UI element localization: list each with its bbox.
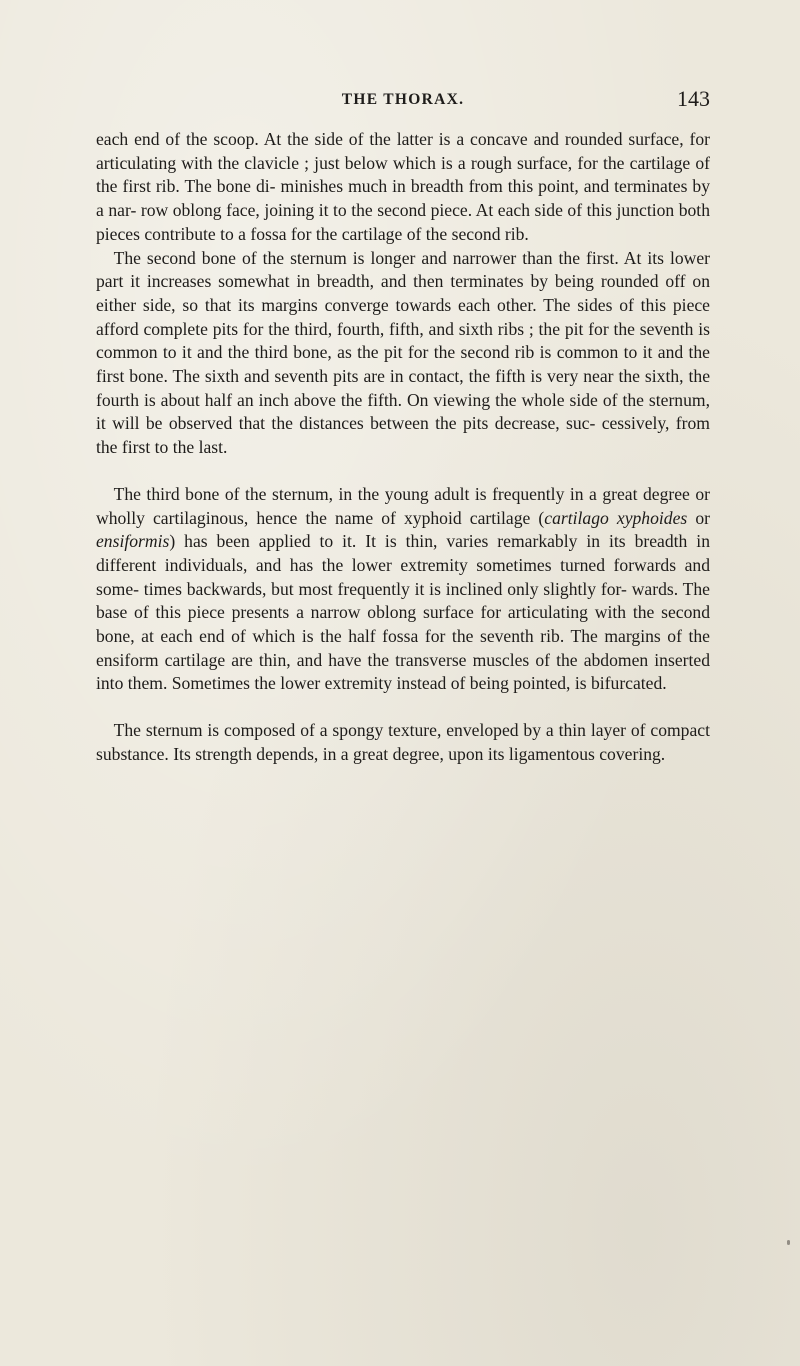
body-text <box>96 128 710 767</box>
paragraph-1: each end of the scoop. At the side of the latter is a concave and rounded surface, for articulating with the clavicle ; just below which is a rough surface, for the cartilage of the first rib. The bone di- minishes much in breadth from this point, and terminates by a nar- row oblong face, joining it to the second piece. At each side of this junction both pieces contribute to a fossa for the cartilage of the second rib. <box>96 129 710 244</box>
paragraph-3-text-a: The third bone of the sternum, in the young adult is frequently in a great degree or wholly cartilaginous, hence the name of xyphoid cartilage ( <box>96 483 710 528</box>
paragraph-3 <box>96 483 710 696</box>
paragraph-3-text-c: ) has been applied to it. It is thin, varies remarkably in its breadth in different individuals, and has the lower extremity sometimes turned forwards and some- times backwards, but most frequently it is inclined only slightly for- wards. The base of this piece presents a narrow oblong surface for articulating with the second bone, at each end of which is the half fossa for the seventh rib. The margins of the ensiform cartilage are thin, and have the transverse muscles of the abdomen inserted into them. Sometimes the lower extremity instead of being pointed, is bifurcated. <box>96 531 710 694</box>
paragraph-3-text-b: or <box>687 507 711 528</box>
paragraph-2: The second bone of the sternum is longer and narrower than the first. At its lower part it increases somewhat in breadth, and then terminates by being rounded off on either side, so that its margins converge towards each other. The sides of this piece afford complete pits for the third, fourth, fifth, and sixth ribs ; the pit for the seventh is common to it and the third bone, as the pit for the second rib is common to it and the first bone. The sixth and seventh pits are in contact, the fifth is very near the sixth, the fourth is about half an inch above the fifth. On viewing the whole side of the sternum, it will be observed that the distances between the pits decrease, suc- cessively, from the first to the last. <box>96 247 710 458</box>
running-title: THE THORAX. <box>341 91 465 108</box>
page-number: 143 <box>677 86 710 111</box>
paper-speck <box>787 1240 790 1245</box>
paragraph-4: The sternum is composed of a spongy texture, enveloped by a thin layer of compact substance. Its strength depends, in a great degree, upon its ligamentous covering. <box>96 720 710 764</box>
section-gap <box>96 460 710 483</box>
section-gap <box>96 696 710 719</box>
latin-term-xyphoides: cartilago xyphoides <box>544 507 688 528</box>
latin-term-ensiformis: ensiformis <box>96 531 170 552</box>
running-head <box>96 86 710 116</box>
